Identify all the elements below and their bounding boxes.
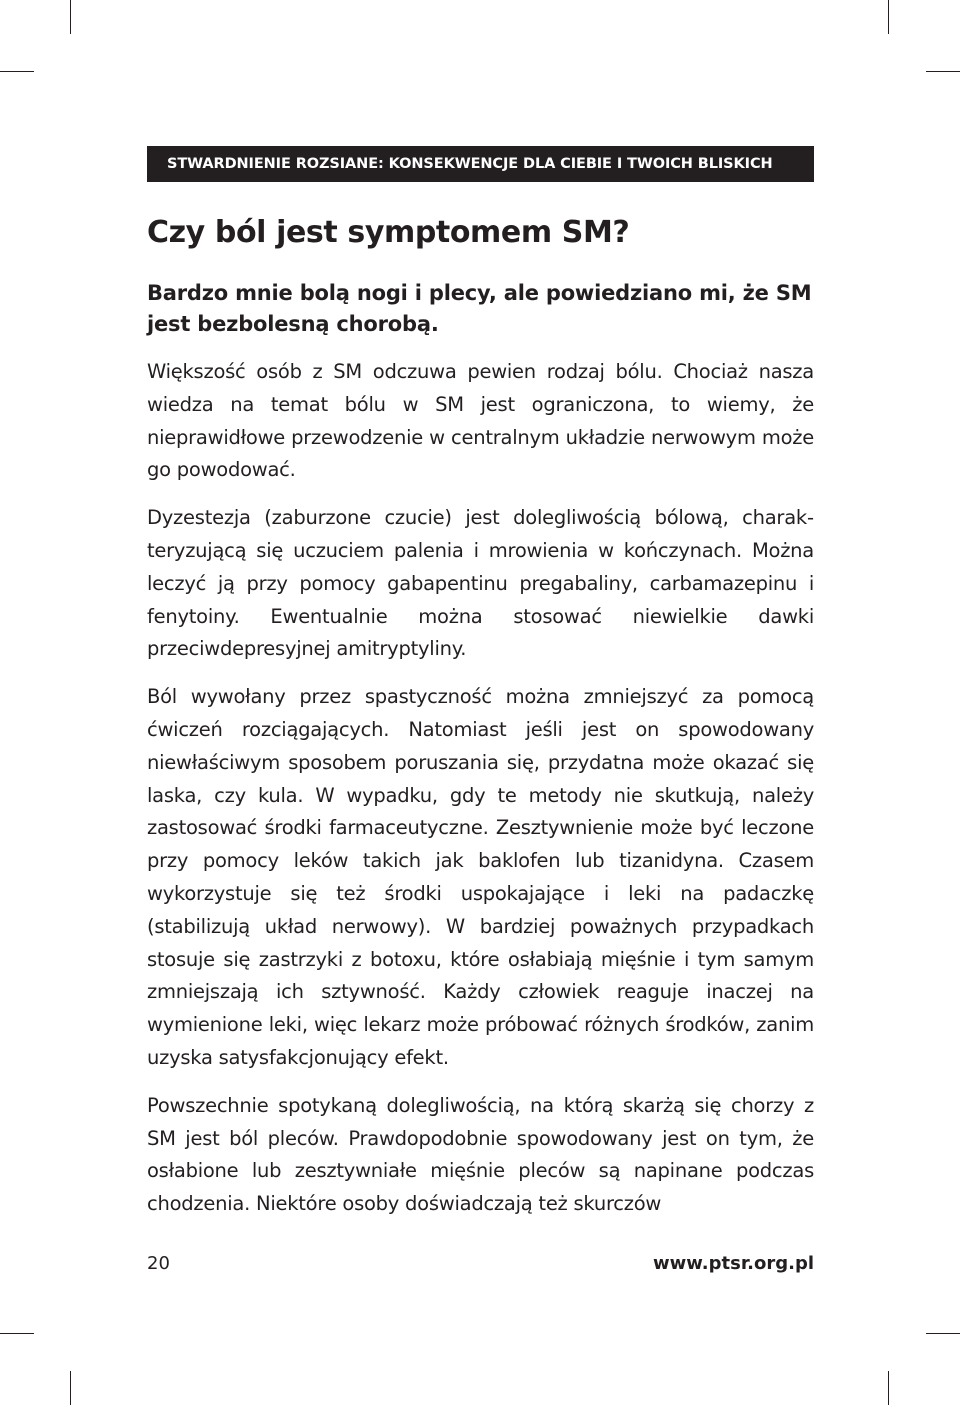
crop-mark-bottom-right [888, 1371, 889, 1405]
paragraph-back-pain: Powszechnie spotykaną dolegliwością, na którą skarżą się chorzy z SM jest ból pleców. Prawdopodobnie spowodowany jest on tym, że osłabione lub zesztywniałe mięśnie pleców są napinane podczas chodzenia. Niektóre osoby doświadczają też skurczów [147, 1093, 814, 1216]
crop-mark-left-top [0, 71, 34, 72]
crop-mark-bottom-left [70, 1371, 71, 1405]
paragraph-dysesthesia: Dyzestezja (zaburzone czucie) jest dolegliwością bólową, charakteryzującą się uczuciem palenia i mrowienia w kończynach. Można leczyć ją przy pomocy gabapentinu pregabaliny, carbamazepinu i fenytoiny. Ewentualnie można stosować niewielkie dawki przeciwdepresyjnej amitryptyliny. [147, 506, 814, 661]
crop-mark-top-left [70, 0, 71, 34]
reader-question: Bardzo mnie bolą nogi i plecy, ale powiedziano mi, że SM jest bezbolesną chorobą. [147, 281, 812, 336]
page-number: 20 [147, 1252, 170, 1274]
running-header-title: STWARDNIENIE ROZSIANE: KONSEKWENCJE DLA CIEBIE I TWOICH BLISKICH [167, 156, 773, 172]
article-title: Czy ból jest symptomem SM? [147, 215, 630, 250]
website-link[interactable]: www.ptsr.org.pl [653, 1252, 814, 1274]
running-header-bar [147, 146, 814, 182]
paragraph-pain-overview: Większość osób z SM odczuwa pewien rodzaj bólu. Chociaż nasza wiedza na temat bólu w SM jest ograniczona, to wiemy, że nieprawidłowe przewodzenie w centralnym układzie nerwowym może go powodować. [147, 360, 814, 482]
crop-mark-top-right [888, 0, 889, 34]
crop-mark-right-bottom [926, 1333, 960, 1334]
article-body [147, 205, 814, 1221]
paragraph-spasticity: Ból wywołany przez spastyczność można zmniejszyć za pomocą ćwiczeń rozciągających. Natomiast jeśli jest on spowodowany niewłaściwym sposobem poruszania się, przydatna może okazać się laska, czy kula. W wypadku, gdy te metody nie skutkują, należy zastosować środki farmaceutyczne. Zesztywnienie może być leczone przy pomocy leków takich jak baklofen lub tizanidyna. Czasem wykorzystuje się też środki uspokajające i leki na padaczkę (stabilizują układ nerwowy). W bardziej poważnych przypadkach stosuje się zastrzyki z botoxu, które osłabiają mięśnie i tym samym zmniejszają ich sztywność. Każdy człowiek reaguje inaczej na wymienione leki, więc lekarz może próbować różnych środków, zanim uzyska satysfakcjonujący efekt. [147, 685, 814, 1069]
crop-mark-left-bottom [0, 1333, 34, 1334]
crop-mark-right-top [926, 71, 960, 72]
page-footer [147, 1248, 814, 1278]
